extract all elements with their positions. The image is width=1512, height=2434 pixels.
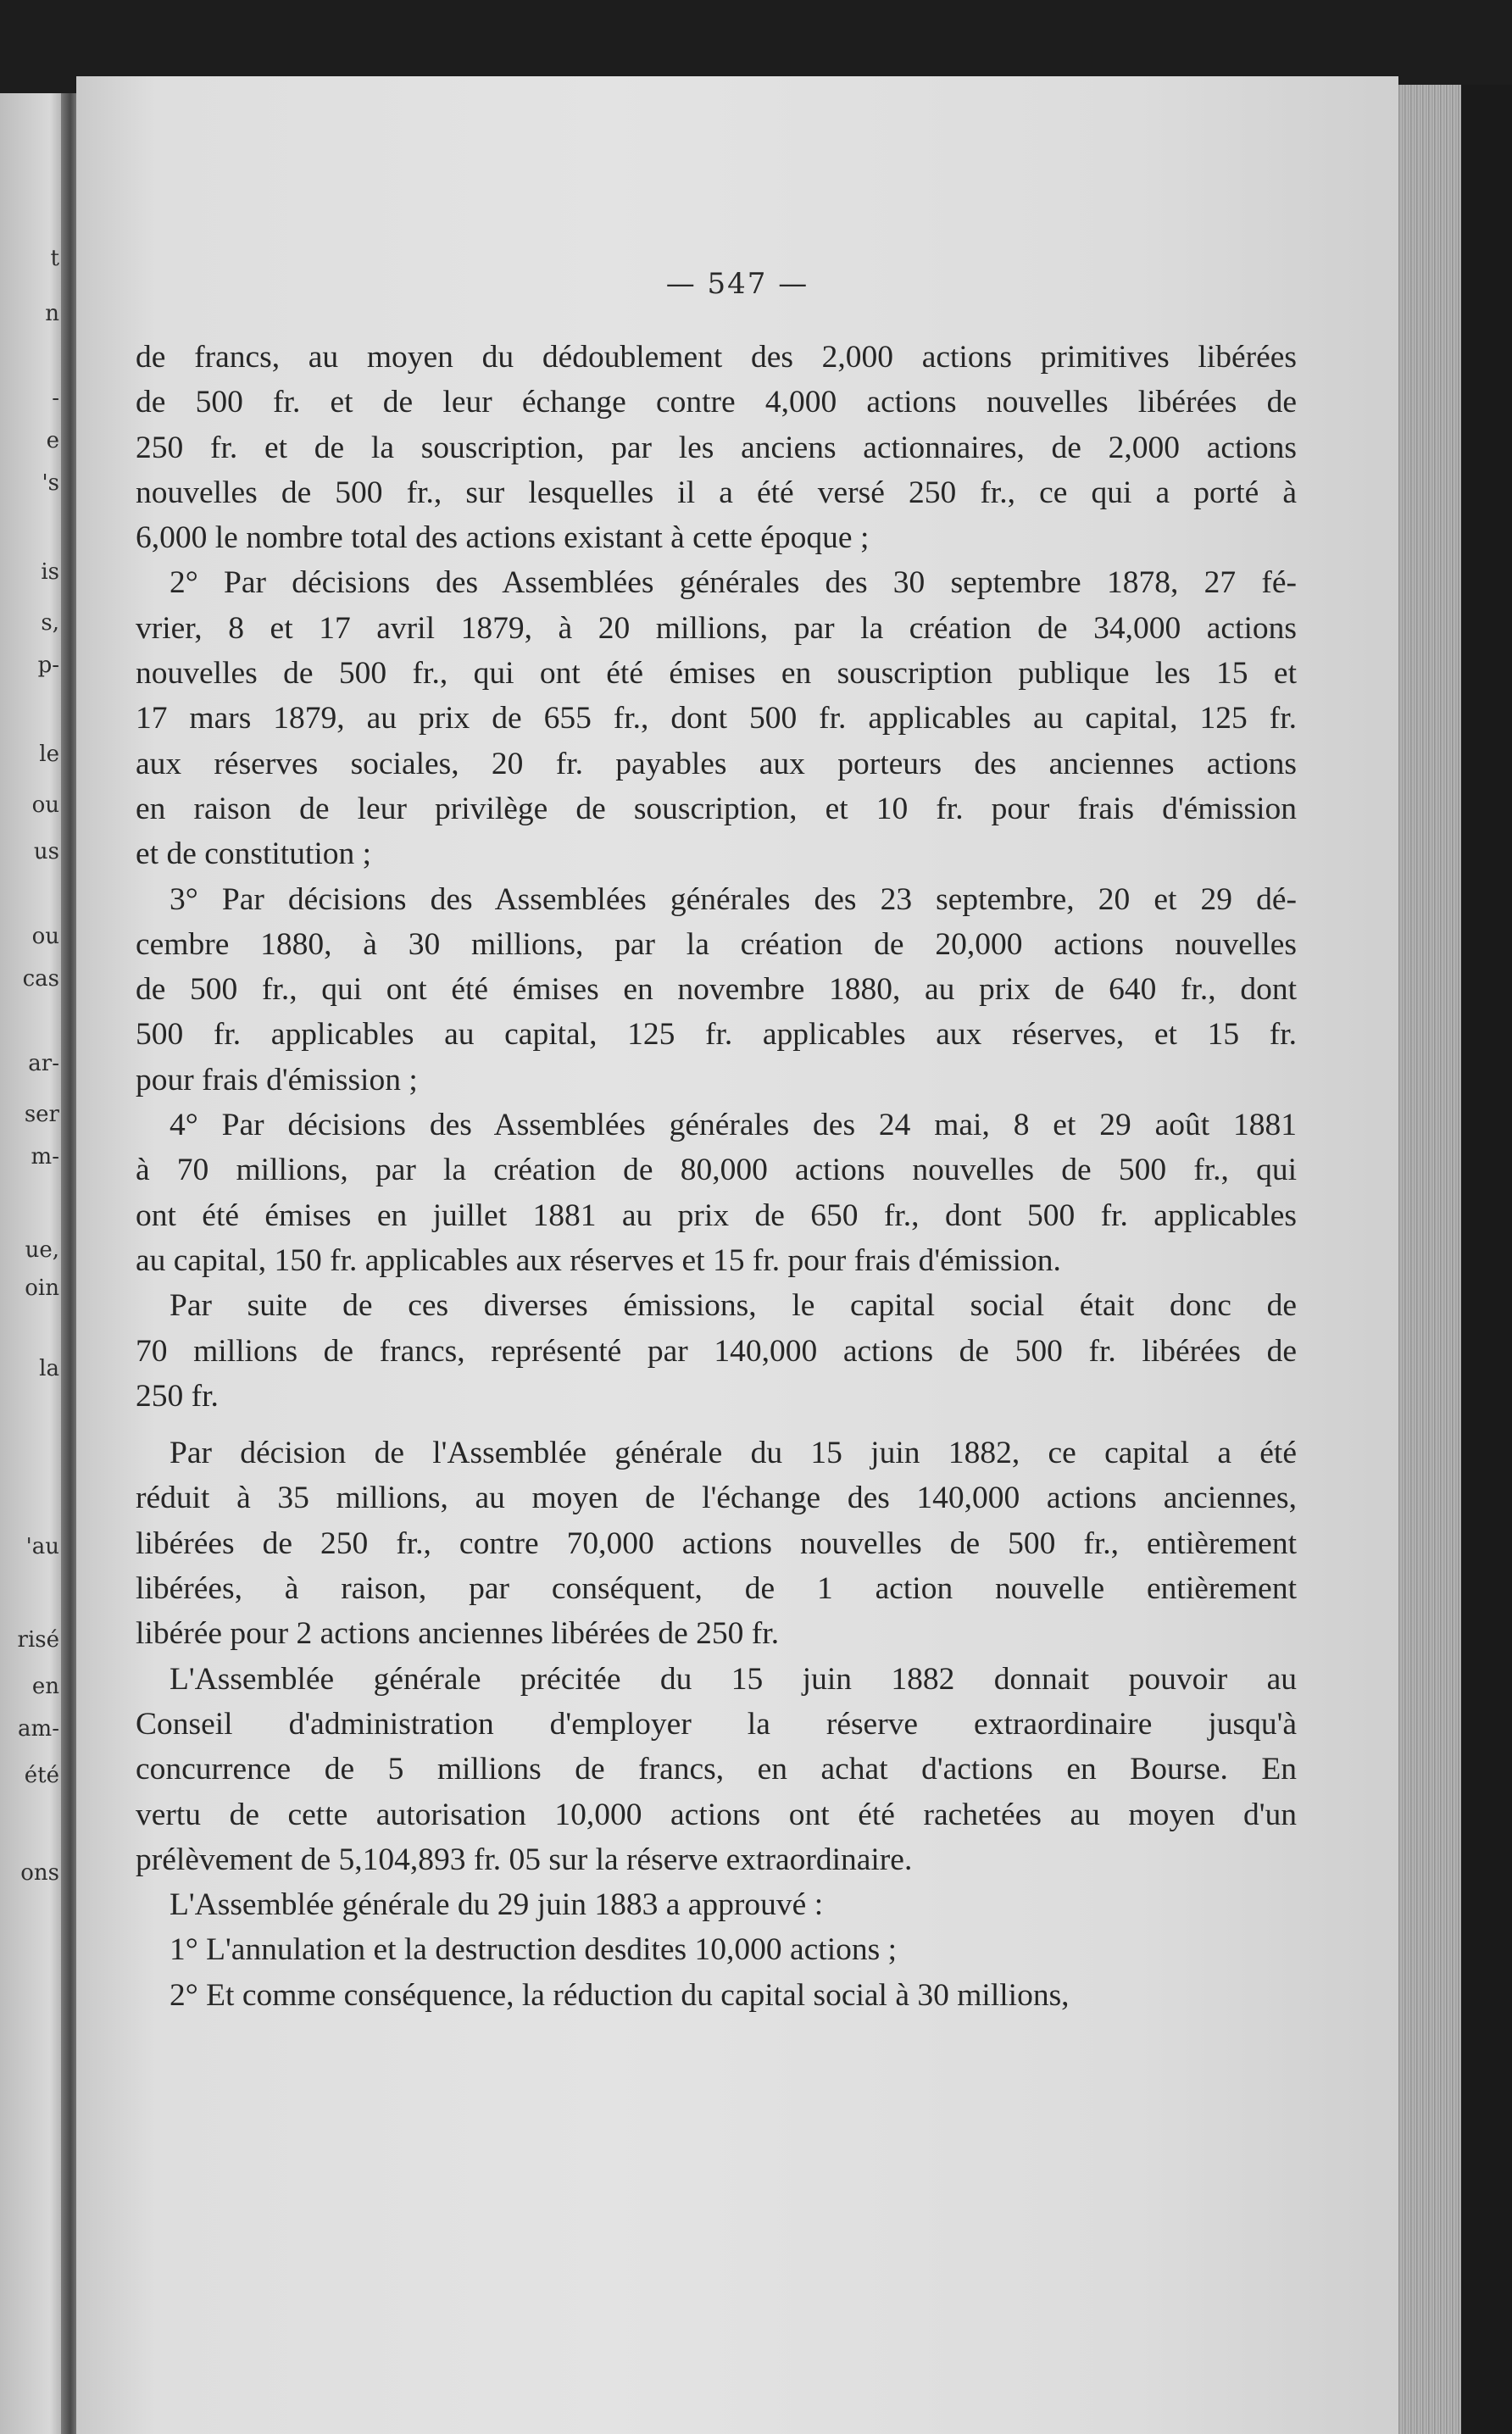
text-line: pour frais d'émission ; <box>136 1062 418 1098</box>
left-page-fragment: us <box>33 839 59 864</box>
text-line: 6,000 le nombre total des actions existant à cette époque ; <box>136 520 870 556</box>
left-page-fragment: is <box>41 559 59 585</box>
left-page-fragment: - <box>52 386 59 411</box>
left-page-fragment: en <box>31 1674 59 1699</box>
background-shadow <box>1461 85 1512 2434</box>
text-line: concurrence de 5 millions de francs, en achat d'actions en Bourse. En <box>136 1752 1297 1787</box>
text-line: au capital, 150 fr. applicables aux réserves et 15 fr. pour frais d'émission. <box>136 1242 1061 1278</box>
text-line: Par décision de l'Assemblée générale du 15 juin 1882, ce capital a été <box>170 1436 1297 1471</box>
text-line: à 70 millions, par la création de 80,000 actions nouvelles de 500 fr., qui <box>136 1153 1297 1188</box>
left-page-fragment: e <box>46 428 59 453</box>
text-line: 2° Par décisions des Assemblées générales des 30 septembre 1878, 27 fé- <box>170 565 1297 601</box>
left-page-fragment: été <box>24 1763 59 1788</box>
text-line: vertu de cette autorisation 10,000 actions ont été rachetées au moyen d'un <box>136 1797 1297 1832</box>
paragraph <box>136 877 1297 1103</box>
paragraph <box>136 1882 1297 1927</box>
left-page-fragment: ue, <box>25 1237 59 1263</box>
paragraph <box>136 335 1297 560</box>
left-page-fragment: ou <box>31 792 59 818</box>
text-line: réduit à 35 millions, au moyen de l'échange des 140,000 actions anciennes, <box>136 1481 1297 1516</box>
text-line: ont été émises en juillet 1881 au prix de 650 fr., dont 500 fr. applicables <box>136 1198 1297 1233</box>
text-line: Par suite de ces diverses émissions, le capital social était donc de <box>170 1288 1297 1324</box>
paragraph <box>136 1283 1297 1419</box>
text-line: libérées, à raison, par conséquent, de 1 action nouvelle entièrement <box>136 1571 1297 1607</box>
left-page-fragment: p- <box>37 653 59 678</box>
text-line: 3° Par décisions des Assemblées générales des 23 septembre, 20 et 29 dé- <box>170 881 1297 917</box>
paragraph <box>136 1927 1297 1972</box>
text-line: 250 fr. <box>136 1378 219 1414</box>
text-line: Conseil d'administration d'employer la réserve extraordinaire jusqu'à <box>136 1706 1297 1742</box>
left-page-fragment: am- <box>18 1716 59 1742</box>
text-line: 250 fr. et de la souscription, par les anciens actionnaires, de 2,000 actions <box>136 430 1297 465</box>
text-line: libérée pour 2 actions anciennes libérées de 250 fr. <box>136 1616 780 1652</box>
text-line: cembre 1880, à 30 millions, par la création de 20,000 actions nouvelles <box>136 926 1297 962</box>
paragraph <box>136 1973 1297 2018</box>
paragraph <box>136 1103 1297 1283</box>
left-page-fragment: la <box>39 1356 59 1381</box>
text-line: de 500 fr. et de leur échange contre 4,000 actions nouvelles libérées de <box>136 385 1297 420</box>
left-page-fragment: le <box>39 742 59 767</box>
left-page-fragment: ser <box>24 1102 59 1127</box>
left-page-fragment: 'au <box>25 1534 59 1559</box>
left-page-fragment: m- <box>31 1144 59 1170</box>
text-line: et de constitution ; <box>136 836 372 872</box>
text-line: en raison de leur privilège de souscription, et 10 fr. pour frais d'émission <box>136 791 1297 826</box>
left-page-fragment: cas <box>22 966 59 992</box>
left-page-fragment: ar- <box>28 1051 59 1076</box>
text-line: vrier, 8 et 17 avril 1879, à 20 millions, par la création de 34,000 actions <box>136 610 1297 646</box>
page-number: — 547 — <box>665 267 809 301</box>
left-page-fragment: ou <box>31 924 59 949</box>
text-line: de 500 fr., qui ont été émises en novembre 1880, au prix de 640 fr., dont <box>136 972 1297 1008</box>
main-page <box>76 76 1398 2434</box>
text-line: 500 fr. applicables au capital, 125 fr. applicables aux réserves, et 15 fr. <box>136 1017 1297 1053</box>
text-line: nouvelles de 500 fr., qui ont été émises en souscription publique les 15 et <box>136 656 1297 692</box>
paragraph <box>136 1657 1297 1882</box>
text-line: prélèvement de 5,104,893 fr. 05 sur la réserve extraordinaire. <box>136 1842 913 1877</box>
left-page-fragment: 's <box>42 470 59 496</box>
page-edges <box>1398 85 1461 2434</box>
paragraph <box>136 1431 1297 1656</box>
text-line: aux réserves sociales, 20 fr. payables aux porteurs des anciennes actions <box>136 746 1297 781</box>
paragraph <box>136 560 1297 876</box>
left-page-fragment: s, <box>41 610 59 636</box>
text-line: L'Assemblée générale du 29 juin 1883 a approuvé : <box>170 1887 824 1923</box>
text-line: 1° L'annulation et la destruction desdites 10,000 actions ; <box>170 1932 898 1968</box>
text-line: de francs, au moyen du dédoublement des 2,000 actions primitives libérées <box>136 340 1297 375</box>
text-line: libérées de 250 fr., contre 70,000 actions nouvelles de 500 fr., entièrement <box>136 1525 1297 1561</box>
text-line: nouvelles de 500 fr., sur lesquelles il a été versé 250 fr., ce qui a porté à <box>136 475 1297 510</box>
left-page-fragment: n <box>45 301 59 326</box>
text-line: 2° Et comme conséquence, la réduction du capital social à 30 millions, <box>170 1977 1070 2013</box>
body-text <box>136 335 1297 2018</box>
left-page-fragment: t <box>50 246 59 271</box>
text-line: L'Assemblée générale précitée du 15 juin 1882 donnait pouvoir au <box>170 1661 1297 1697</box>
left-page-fragment: ons <box>20 1860 59 1886</box>
left-page-fragment: oin <box>25 1275 59 1301</box>
left-page-fragment: risé <box>17 1627 59 1653</box>
text-line: 17 mars 1879, au prix de 655 fr., dont 500 fr. applicables au capital, 125 fr. <box>136 701 1297 736</box>
text-line: 4° Par décisions des Assemblées générales des 24 mai, 8 et 29 août 1881 <box>170 1108 1297 1143</box>
text-line: 70 millions de francs, représenté par 140,000 actions de 500 fr. libérées de <box>136 1333 1297 1369</box>
